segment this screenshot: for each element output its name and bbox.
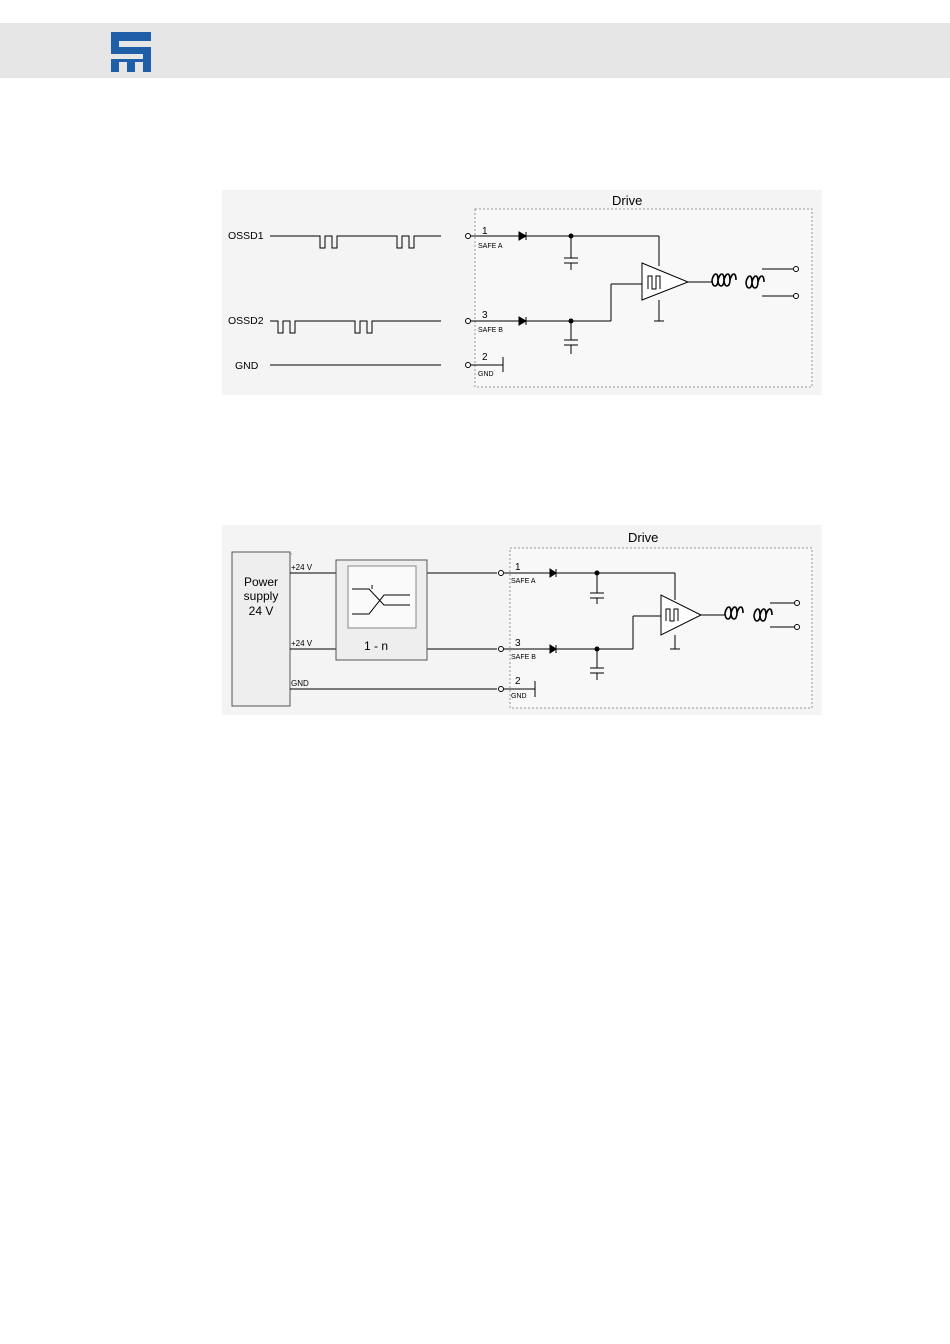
drive-title: Drive [628,530,659,545]
pin1-number: 1 [482,226,488,237]
pin2-label: GND [511,693,527,700]
pin2-number: 2 [515,676,521,687]
power-supply-line2: supply [243,589,279,603]
switch-label: 1 - n [363,639,389,653]
power-supply-line1: Power [243,575,279,589]
power-supply-wiring-diagram [222,525,822,715]
v24-label-top: +24 V [291,563,313,572]
v24-label-bottom: +24 V [291,639,313,648]
ossd1-label: OSSD1 [228,230,264,242]
pin3-label: SAFE B [511,654,536,661]
ossd-wiring-diagram [222,190,822,395]
pin2-label: GND [478,371,494,378]
ossd2-label: OSSD2 [228,315,264,327]
pin3-number: 3 [515,638,521,649]
pin1-label: SAFE A [478,243,503,250]
drive-title: Drive [612,193,643,208]
pin1-number: 1 [515,562,521,573]
gnd-wire-label: GND [291,679,309,688]
sew-logo-icon [111,32,151,72]
power-supply-line3: 24 V [248,604,274,618]
gnd-label: GND [235,360,259,372]
pin3-label: SAFE B [478,327,503,334]
pin3-number: 3 [482,310,488,321]
pin2-number: 2 [482,352,488,363]
pin1-label: SAFE A [511,578,536,585]
